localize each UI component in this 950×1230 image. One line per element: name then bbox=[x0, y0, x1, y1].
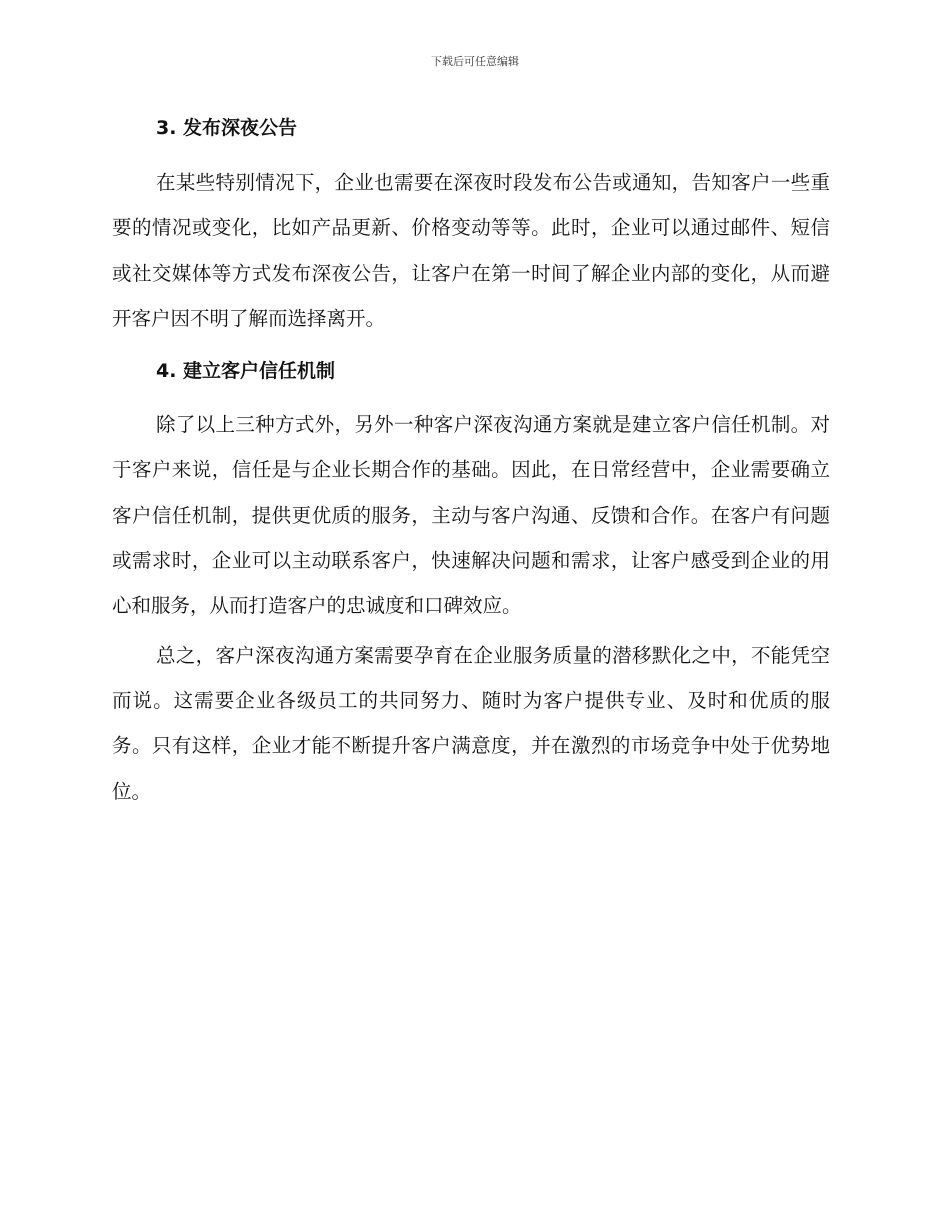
conclusion-paragraph: 总之，客户深夜沟通方案需要孕育在企业服务质量的潜移默化之中，不能凭空而说。这需要企业各级员工的共同努力、随时为客户提供专业、及时和优质的服务。只有这样，企业才能不断提升客户满意度，并在激烈的市场竞争中处于优势地位。 bbox=[112, 643, 830, 803]
document-body bbox=[112, 110, 830, 814]
section-heading-4: 4. 建立客户信任机制 bbox=[156, 360, 336, 383]
section-paragraph-3: 在某些特别情况下，企业也需要在深夜时段发布公告或通知，告知客户一些重要的情况或变化，比如产品更新、价格变动等等。此时，企业可以通过邮件、短信或社交媒体等方式发布深夜公告，让客户在第一时间了解企业内部的变化，从而避开客户因不明了解而选择离开。 bbox=[112, 171, 830, 330]
section-paragraph-4: 除了以上三种方式外，另外一种客户深夜沟通方案就是建立客户信任机制。对于客户来说，信任是与企业长期合作的基础。因此，在日常经营中，企业需要确立客户信任机制，提供更优质的服务，主动与客户沟通、反馈和合作。在客户有问题或需求时，企业可以主动联系客户，快速解决问题和需求，让客户感受到企业的用心和服务，从而打造客户的忠诚度和口碑效应。 bbox=[112, 413, 830, 618]
section-heading-3: 3. 发布深夜公告 bbox=[156, 117, 298, 139]
page-header: 下载后可任意编辑 bbox=[431, 55, 519, 68]
